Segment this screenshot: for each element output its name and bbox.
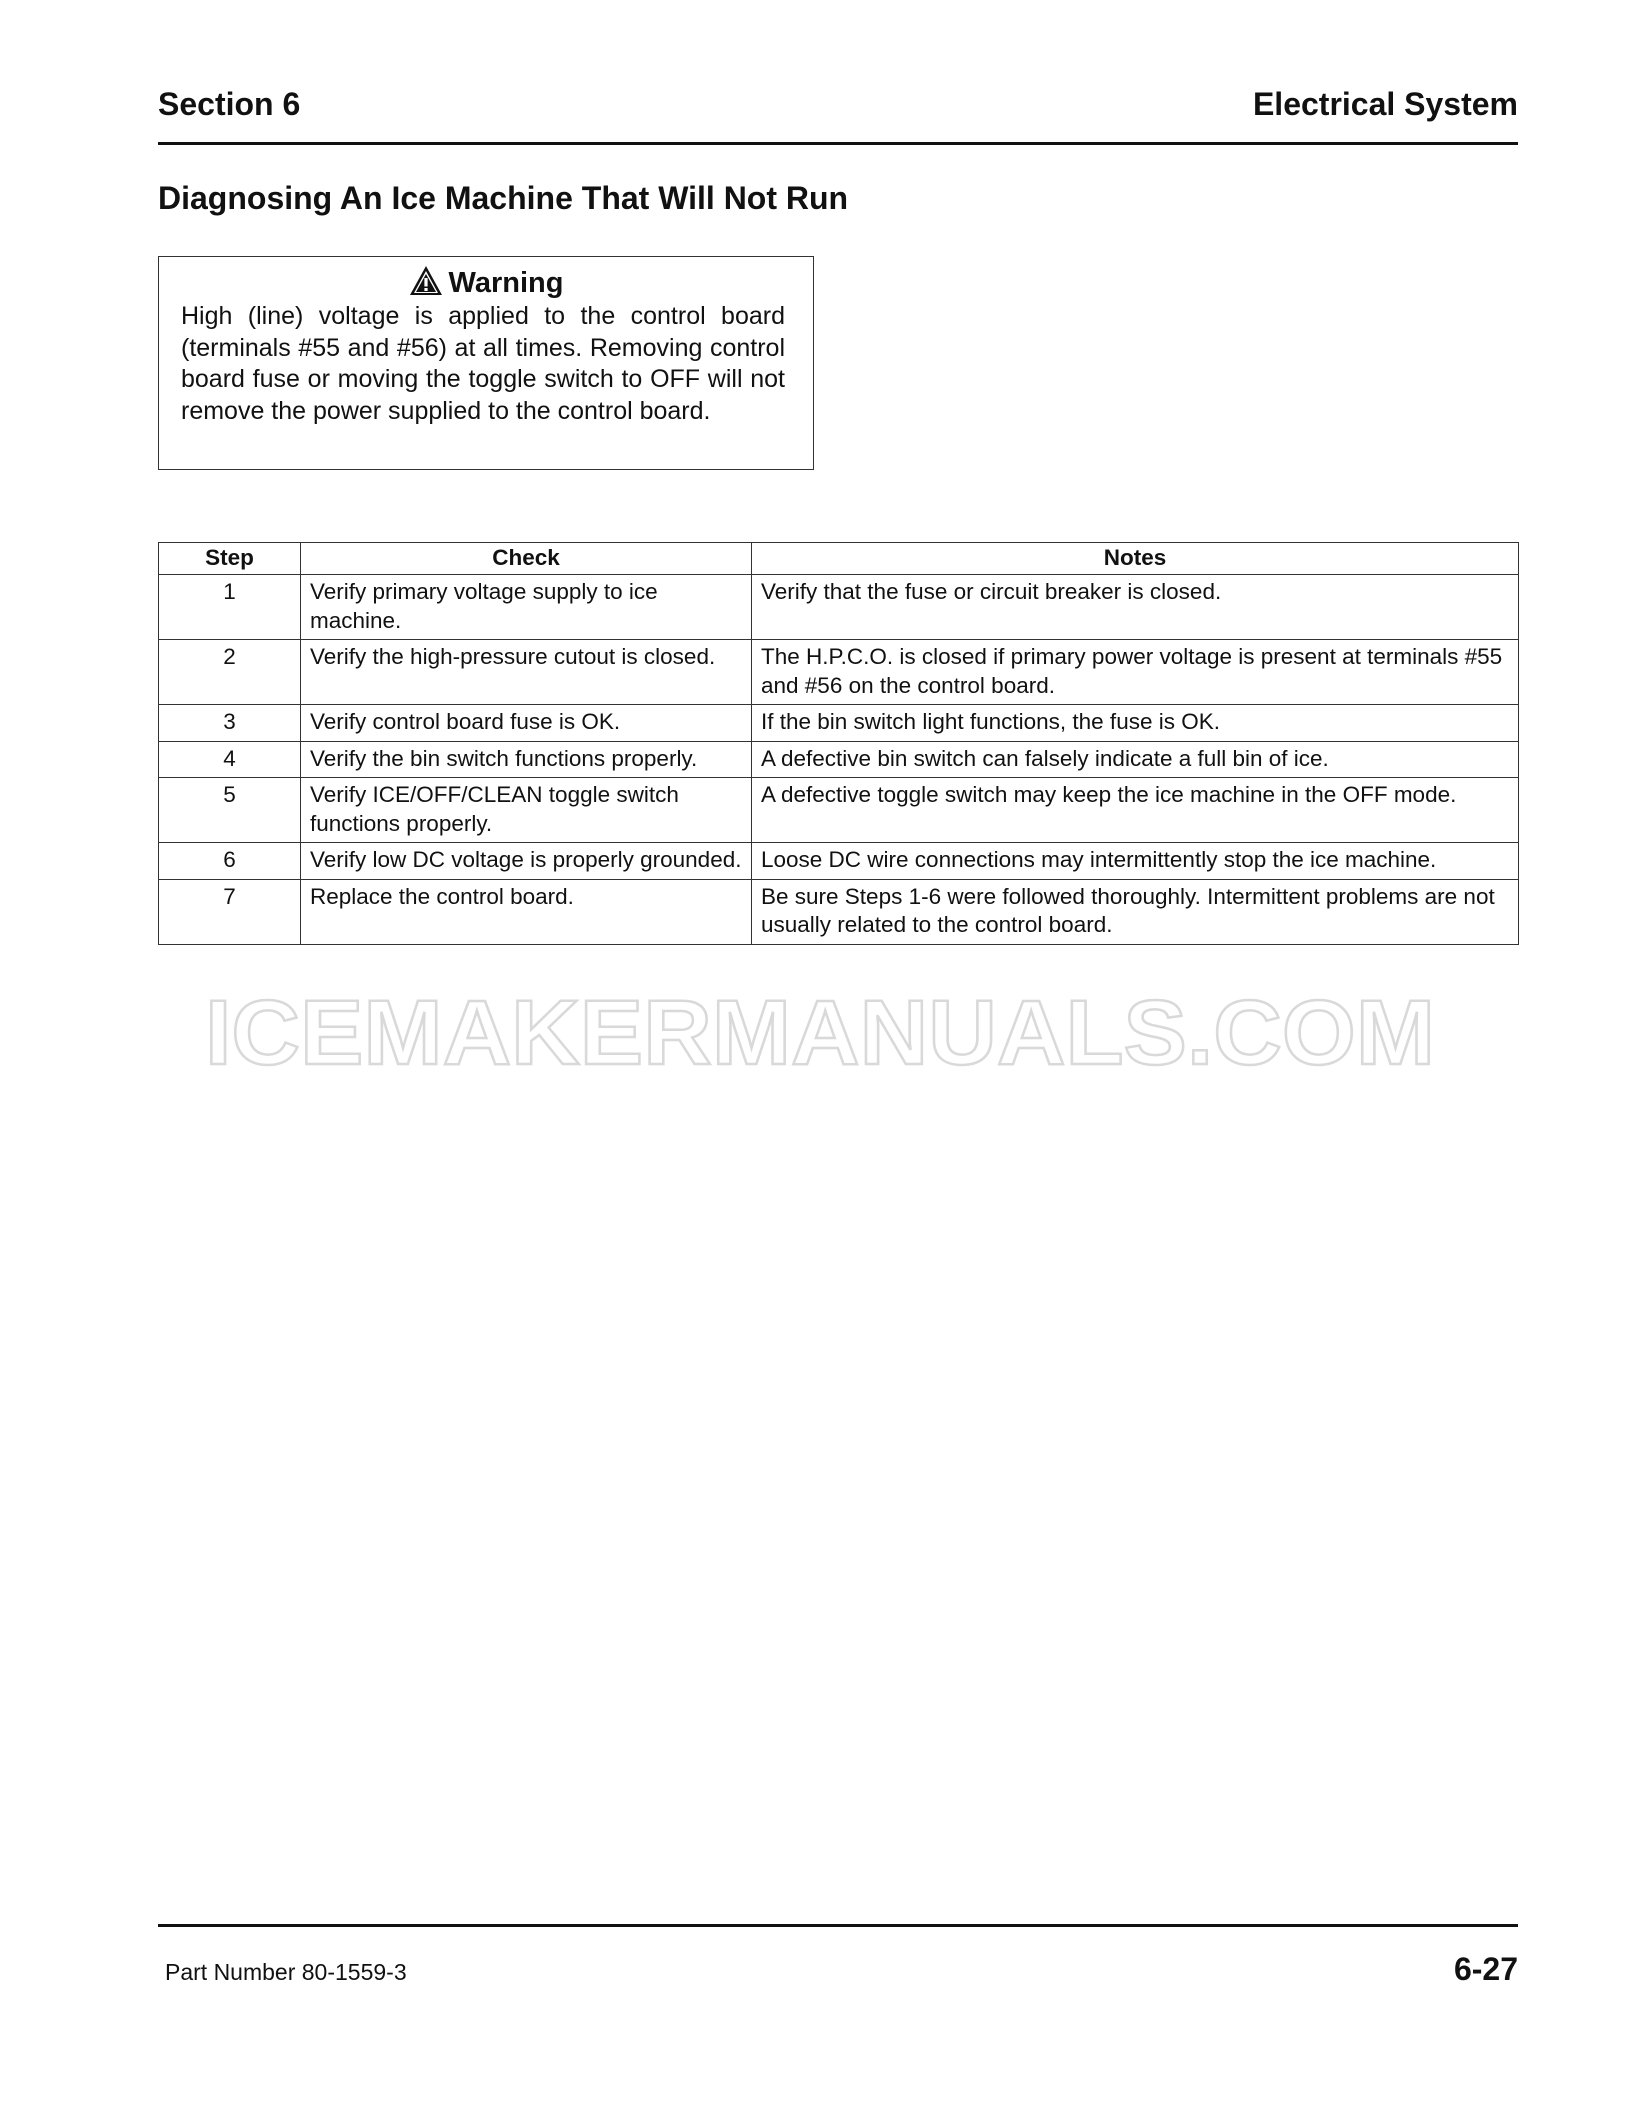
step-number: 6 <box>159 843 301 880</box>
warning-triangle-icon <box>409 265 443 296</box>
table-row <box>159 640 1519 705</box>
step-number: 7 <box>159 879 301 944</box>
check-cell: Verify the high-pressure cutout is closed. <box>301 640 752 705</box>
table-row <box>159 705 1519 742</box>
check-cell: Verify low DC voltage is properly grounded. <box>301 843 752 880</box>
notes-cell: The H.P.C.O. is closed if primary power voltage is present at terminals #55 and #56 on the control board. <box>752 640 1519 705</box>
check-cell: Replace the control board. <box>301 879 752 944</box>
check-cell: Verify primary voltage supply to ice machine. <box>301 575 752 640</box>
warning-title: Warning <box>448 267 564 299</box>
check-cell: Verify control board fuse is OK. <box>301 705 752 742</box>
page-number: 6-27 <box>1453 1951 1518 1987</box>
notes-cell: Be sure Steps 1-6 were followed thoroughly. Intermittent problems are not usually related to the control board. <box>752 879 1519 944</box>
notes-cell: Loose DC wire connections may intermittently stop the ice machine. <box>752 843 1519 880</box>
table-header-row <box>159 543 1519 575</box>
notes-cell: Verify that the fuse or circuit breaker is closed. <box>752 575 1519 640</box>
step-number: 2 <box>159 640 301 705</box>
page-header <box>158 86 1518 145</box>
watermark <box>190 986 1450 1076</box>
column-header-check: Check <box>301 543 752 575</box>
check-cell: Verify the bin switch functions properly. <box>301 741 752 778</box>
page-footer <box>158 1924 1518 1987</box>
section-label: Section 6 <box>158 86 301 122</box>
table-row <box>159 778 1519 843</box>
column-header-notes: Notes <box>752 543 1519 575</box>
step-number: 3 <box>159 705 301 742</box>
notes-cell: A defective bin switch can falsely indicate a full bin of ice. <box>752 741 1519 778</box>
watermark-text: ICEMAKERMANUALS.COM <box>205 986 1435 1076</box>
step-number: 4 <box>159 741 301 778</box>
chapter-label: Electrical System <box>1252 86 1518 122</box>
page-title: Diagnosing An Ice Machine That Will Not Run <box>158 180 849 216</box>
warning-box <box>158 256 814 470</box>
table-row <box>159 575 1519 640</box>
part-number: Part Number 80-1559-3 <box>165 1959 407 1985</box>
diagnosis-table <box>158 542 1519 945</box>
check-cell: Verify ICE/OFF/CLEAN toggle switch functions properly. <box>301 778 752 843</box>
step-number: 5 <box>159 778 301 843</box>
column-header-step: Step <box>159 543 301 575</box>
notes-cell: A defective toggle switch may keep the ice machine in the OFF mode. <box>752 778 1519 843</box>
notes-cell: If the bin switch light functions, the fuse is OK. <box>752 705 1519 742</box>
table-row <box>159 741 1519 778</box>
table-row <box>159 843 1519 880</box>
table-row <box>159 879 1519 944</box>
step-number: 1 <box>159 575 301 640</box>
warning-text: High (line) voltage is applied to the control board (terminals #55 and #56) at all times. Removing control board fuse or moving the toggle switch to OFF will not remove the power supplied to the control board. <box>181 302 785 425</box>
warning-heading <box>159 265 813 300</box>
